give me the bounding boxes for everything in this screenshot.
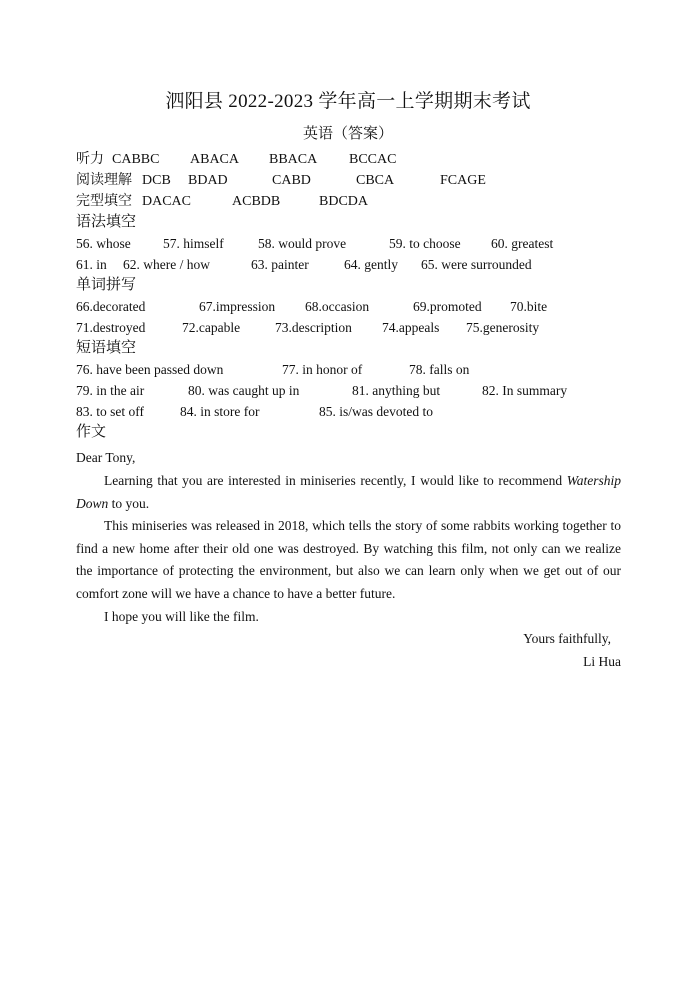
letter-paragraph-2: This miniseries was released in 2018, which tells the story of some rabbits working together to find a new home after their old one was destroyed. By watching this film, not only can we realize the importance of protecting the environment, but also we can learn only when we get out of our comfort zone will we have a chance to have a better future.	[76, 518, 621, 601]
phrases-line-3	[76, 401, 621, 422]
answer-83: 83. to set off	[76, 404, 144, 419]
answer-69: 69.promoted	[413, 299, 482, 314]
answer-77: 77. in honor of	[282, 362, 363, 377]
answer-62: 62. where / how	[123, 257, 210, 272]
reading-label: 阅读理解	[76, 173, 132, 188]
listening-group-2: ABACA	[190, 152, 240, 167]
answer-61: 61. in	[76, 257, 107, 272]
answer-67: 67.impression	[199, 299, 276, 314]
answer-72: 72.capable	[182, 320, 241, 335]
listening-group-4: BCCAC	[349, 152, 397, 167]
listening-group-3: BBACA	[269, 152, 318, 167]
answer-82: 82. In summary	[482, 383, 568, 398]
phrases-heading: 短语填空	[76, 340, 137, 356]
writing-heading: 作文	[76, 424, 107, 440]
cloze-group-3: BDCDA	[319, 194, 369, 209]
listening-row	[76, 149, 621, 170]
cloze-label: 完型填空	[76, 194, 132, 209]
answer-73: 73.description	[275, 320, 352, 335]
answer-74: 74.appeals	[382, 320, 440, 335]
answer-78: 78. falls on	[409, 362, 470, 377]
answer-56: 56. whose	[76, 236, 131, 251]
answer-66: 66.decorated	[76, 299, 146, 314]
answer-76: 76. have been passed down	[76, 362, 224, 377]
letter-closing-block	[76, 628, 621, 673]
listening-label: 听力	[76, 152, 104, 167]
answer-84: 84. in store for	[180, 404, 260, 419]
answer-59: 59. to choose	[389, 236, 461, 251]
model-letter	[76, 446, 621, 673]
cloze-group-2: ACBDB	[232, 194, 281, 209]
answer-60: 60. greatest	[491, 236, 554, 251]
letter-closing: Yours faithfully,	[523, 631, 611, 647]
recommended-title: Watership Down	[76, 473, 621, 511]
answer-70: 70.bite	[510, 299, 548, 314]
letter-p1-end: to you.	[108, 495, 150, 511]
answer-75: 75.generosity	[466, 320, 540, 335]
answer-63: 63. painter	[251, 257, 309, 272]
letter-paragraph-1	[76, 470, 621, 515]
answer-68: 68.occasion	[305, 299, 370, 314]
letter-paragraph-3: I hope you will like the film.	[104, 608, 259, 624]
answer-58: 58. would prove	[258, 236, 347, 251]
cloze-row	[76, 191, 621, 212]
phrases-line-2	[76, 380, 621, 401]
answer-79: 79. in the air	[76, 383, 145, 398]
reading-group-5: FCAGE	[440, 173, 486, 188]
answer-80: 80. was caught up in	[188, 383, 300, 398]
listening-group-1: CABBC	[112, 152, 160, 167]
letter-p1-start: Learning that you are interested in miniseries recently, I would like to recommend	[104, 473, 567, 488]
answer-85: 85. is/was devoted to	[319, 404, 433, 419]
cloze-group-1: DACAC	[142, 194, 192, 209]
answer-65: 65. were surrounded	[421, 257, 532, 272]
letter-signature: Li Hua	[583, 653, 621, 669]
grammar-line-2	[76, 254, 621, 275]
reading-row	[76, 170, 621, 191]
answer-71: 71.destroyed	[76, 320, 146, 335]
reading-group-3: CABD	[272, 173, 311, 188]
spelling-heading: 单词拼写	[76, 277, 137, 293]
phrases-line-1	[76, 359, 621, 380]
reading-group-4: CBCA	[356, 173, 395, 188]
answers-content	[76, 149, 621, 673]
reading-group-2: BDAD	[188, 173, 228, 188]
answer-64: 64. gently	[344, 257, 398, 272]
grammar-line-1	[76, 233, 621, 254]
answer-81: 81. anything but	[352, 383, 441, 398]
letter-salutation: Dear Tony,	[76, 450, 136, 465]
reading-group-1: DCB	[142, 173, 171, 188]
page-subtitle: 英语（答案）	[302, 126, 393, 142]
page-title: 泗阳县 2022-2023 学年高一上学期期末考试	[165, 91, 531, 112]
grammar-heading: 语法填空	[76, 214, 137, 230]
spelling-line-1	[76, 296, 621, 317]
spelling-line-2	[76, 317, 621, 338]
answer-57: 57. himself	[163, 236, 224, 251]
